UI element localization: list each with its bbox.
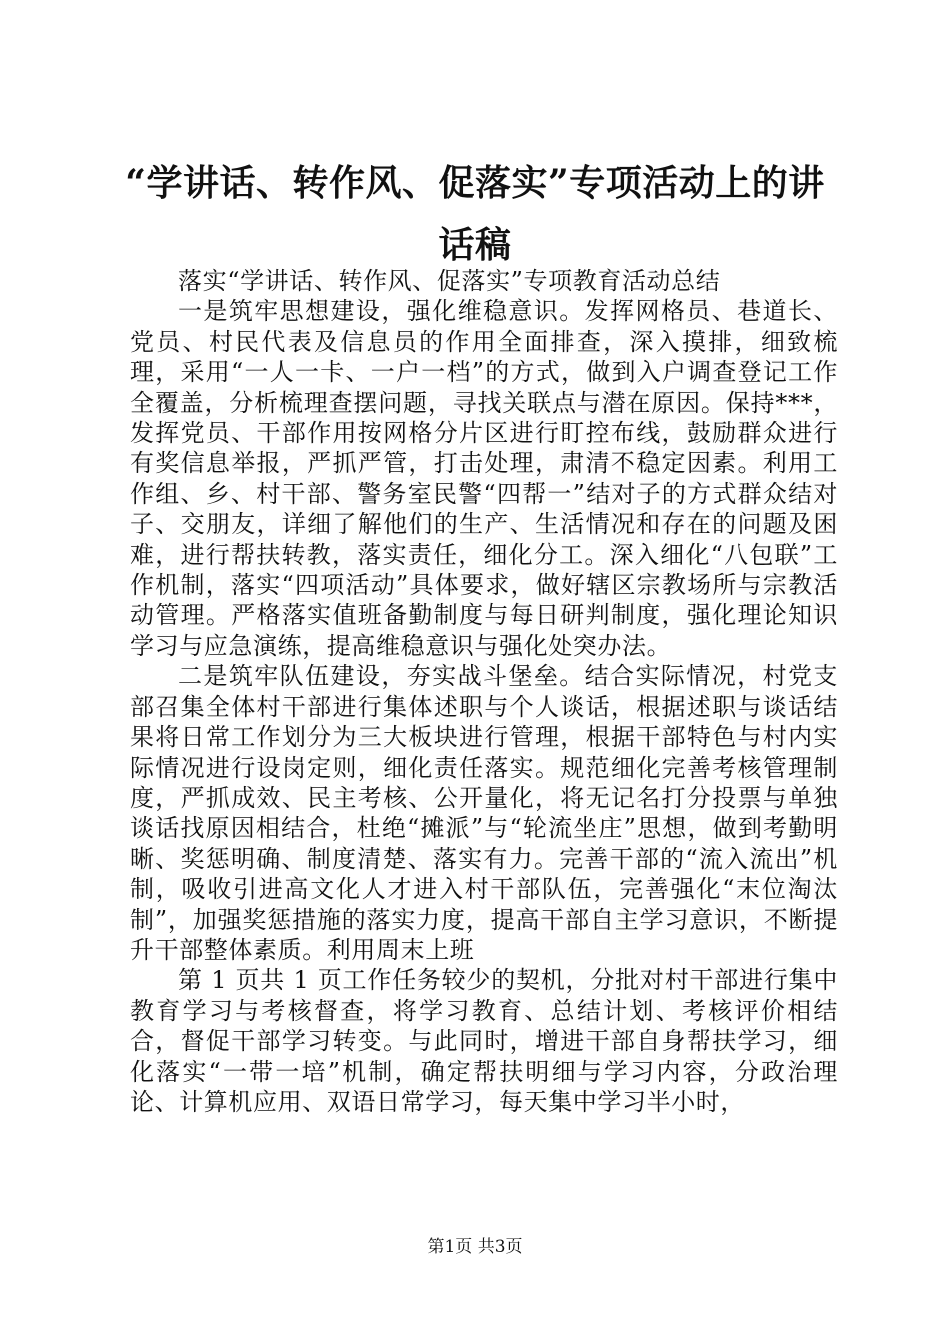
paragraph-team-building: 二是筑牢队伍建设，夯实战斗堡垒。结合实际情况，村党支部召集全体村干部进行集体述职与个人谈话，根据述职与谈话结果将日常工作划分为三大板块进行管理，根据干部特色与村内实际情况进行设岗定则，细化责任落实。规范细化完善考核管理制度，严抓成效、民主考核、公开量化，将无记名打分投票与单独谈话找原因相结合，杜绝“摊派”与“轮流坐庄”思想，做到考勤明晰、奖惩明确、制度清楚、落实有力。完善干部的“流入流出”机制，吸收引进高文化人才进入村干部队伍，完善强化“末位淘汰制”，加强奖惩措施的落实力度，提高干部自主学习意识，不断提升干部整体素质。利用周末上班 xyxy=(130,662,838,964)
document-title: “学讲话、转作风、促落实”专项活动上的讲话稿 xyxy=(125,162,825,266)
page-footer: 第1页 共3页 xyxy=(427,1237,523,1257)
paragraph-ideological-building: 一是筑牢思想建设，强化维稳意识。发挥网格员、巷道长、党员、村民代表及信息员的作用全面排查，深入摸排，细致梳理，采用“一人一卡、一户一档”的方式，做到入户调查登记工作全覆盖，分析梳理查摆问题，寻找关联点与潜在原因。保持***，发挥党员、干部作用按网格分片区进行盯控布线，鼓励群众进行有奖信息举报，严抓严管，打击处理，肃清不稳定因素。利用工作组、乡、村干部、警务室民警“四帮一”结对子的方式群众结对子、交朋友，详细了解他们的生产、生活情况和存在的问题及困难，进行帮扶转教，落实责任，细化分工。深入细化“八包联”工作机制，落实“四项活动”具体要求，做好辖区宗教场所与宗教活动管理。严格落实值班备勤制度与每日研判制度，强化理论知识学习与应急演练，提高维稳意识与强化处突办法。 xyxy=(130,297,838,660)
paragraph-summary-heading: 落实“学讲话、转作风、促落实”专项教育活动总结 xyxy=(178,267,721,295)
document-body xyxy=(130,266,838,1117)
paragraph-study-continuation: 第 1 页共 1 页工作任务较少的契机，分批对村干部进行集中教育学习与考核督查，将学习教育、总结计划、考核评价相结合，督促干部学习转变。与此同时，增进干部自身帮扶学习，细化落实“一带一培”机制，确定帮扶明细与学习内容，分政治理论、计算机应用、双语日常学习，每天集中学习半小时， xyxy=(130,966,838,1116)
